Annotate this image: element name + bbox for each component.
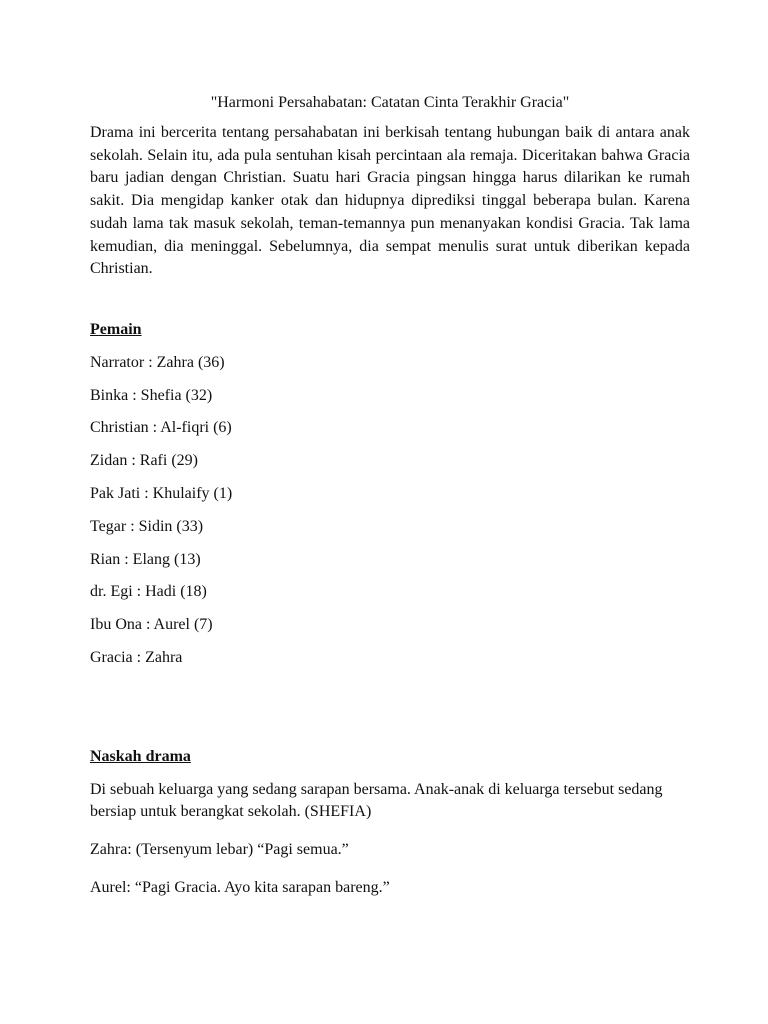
cast-member: Tegar : Sidin (33) xyxy=(90,517,204,535)
cast-member: Ibu Ona : Aurel (7) xyxy=(90,616,213,634)
document-page xyxy=(90,92,690,915)
cast-member: Narrator : Zahra (36) xyxy=(90,353,225,371)
dialogue-line: Aurel: “Pagi Gracia. Ayo kita sarapan bareng.” xyxy=(90,878,390,896)
cast-member: Christian : Al-fiqri (6) xyxy=(90,419,232,437)
cast-member: Binka : Shefia (32) xyxy=(90,386,213,404)
synopsis-paragraph: Drama ini bercerita tentang persahabatan ini berkisah tentang hubungan baik di antara anak sekolah. Selain itu, ada pula sentuhan kisah percintaan ala remaja. Diceritakan bahwa Gracia baru jadian dengan Christian. Suatu hari Gracia pingsan hingga harus dilarikan ke rumah sakit. Dia mengidap kanker otak dan hidupnya diprediksi tinggal beberapa bulan. Karena sudah lama tak masuk sekolah, teman-temannya pun menanyakan kondisi Gracia. Tak lama kemudian, dia meninggal. Sebelumnya, dia sempat menulis surat untuk diberikan kepada Christian. xyxy=(90,124,690,278)
cast-member: Rian : Elang (13) xyxy=(90,550,201,568)
cast-member: dr. Egi : Hadi (18) xyxy=(90,583,207,601)
cast-list xyxy=(90,352,690,669)
cast-heading: Pemain xyxy=(90,320,142,338)
scene-description: Di sebuah keluarga yang sedang sarapan bersama. Anak-anak di keluarga tersebut sedang bersiap untuk berangkat sekolah. (SHEFIA) xyxy=(90,780,663,820)
cast-member: Zidan : Rafi (29) xyxy=(90,452,198,470)
script-heading: Naskah drama xyxy=(90,747,191,765)
cast-member: Pak Jati : Khulaify (1) xyxy=(90,484,233,502)
dialogue-line: Zahra: (Tersenyum lebar) “Pagi semua.” xyxy=(90,840,349,858)
document-title: "Harmoni Persahabatan: Catatan Cinta Terakhir Gracia" xyxy=(210,94,570,111)
cast-member: Gracia : Zahra xyxy=(90,648,183,666)
